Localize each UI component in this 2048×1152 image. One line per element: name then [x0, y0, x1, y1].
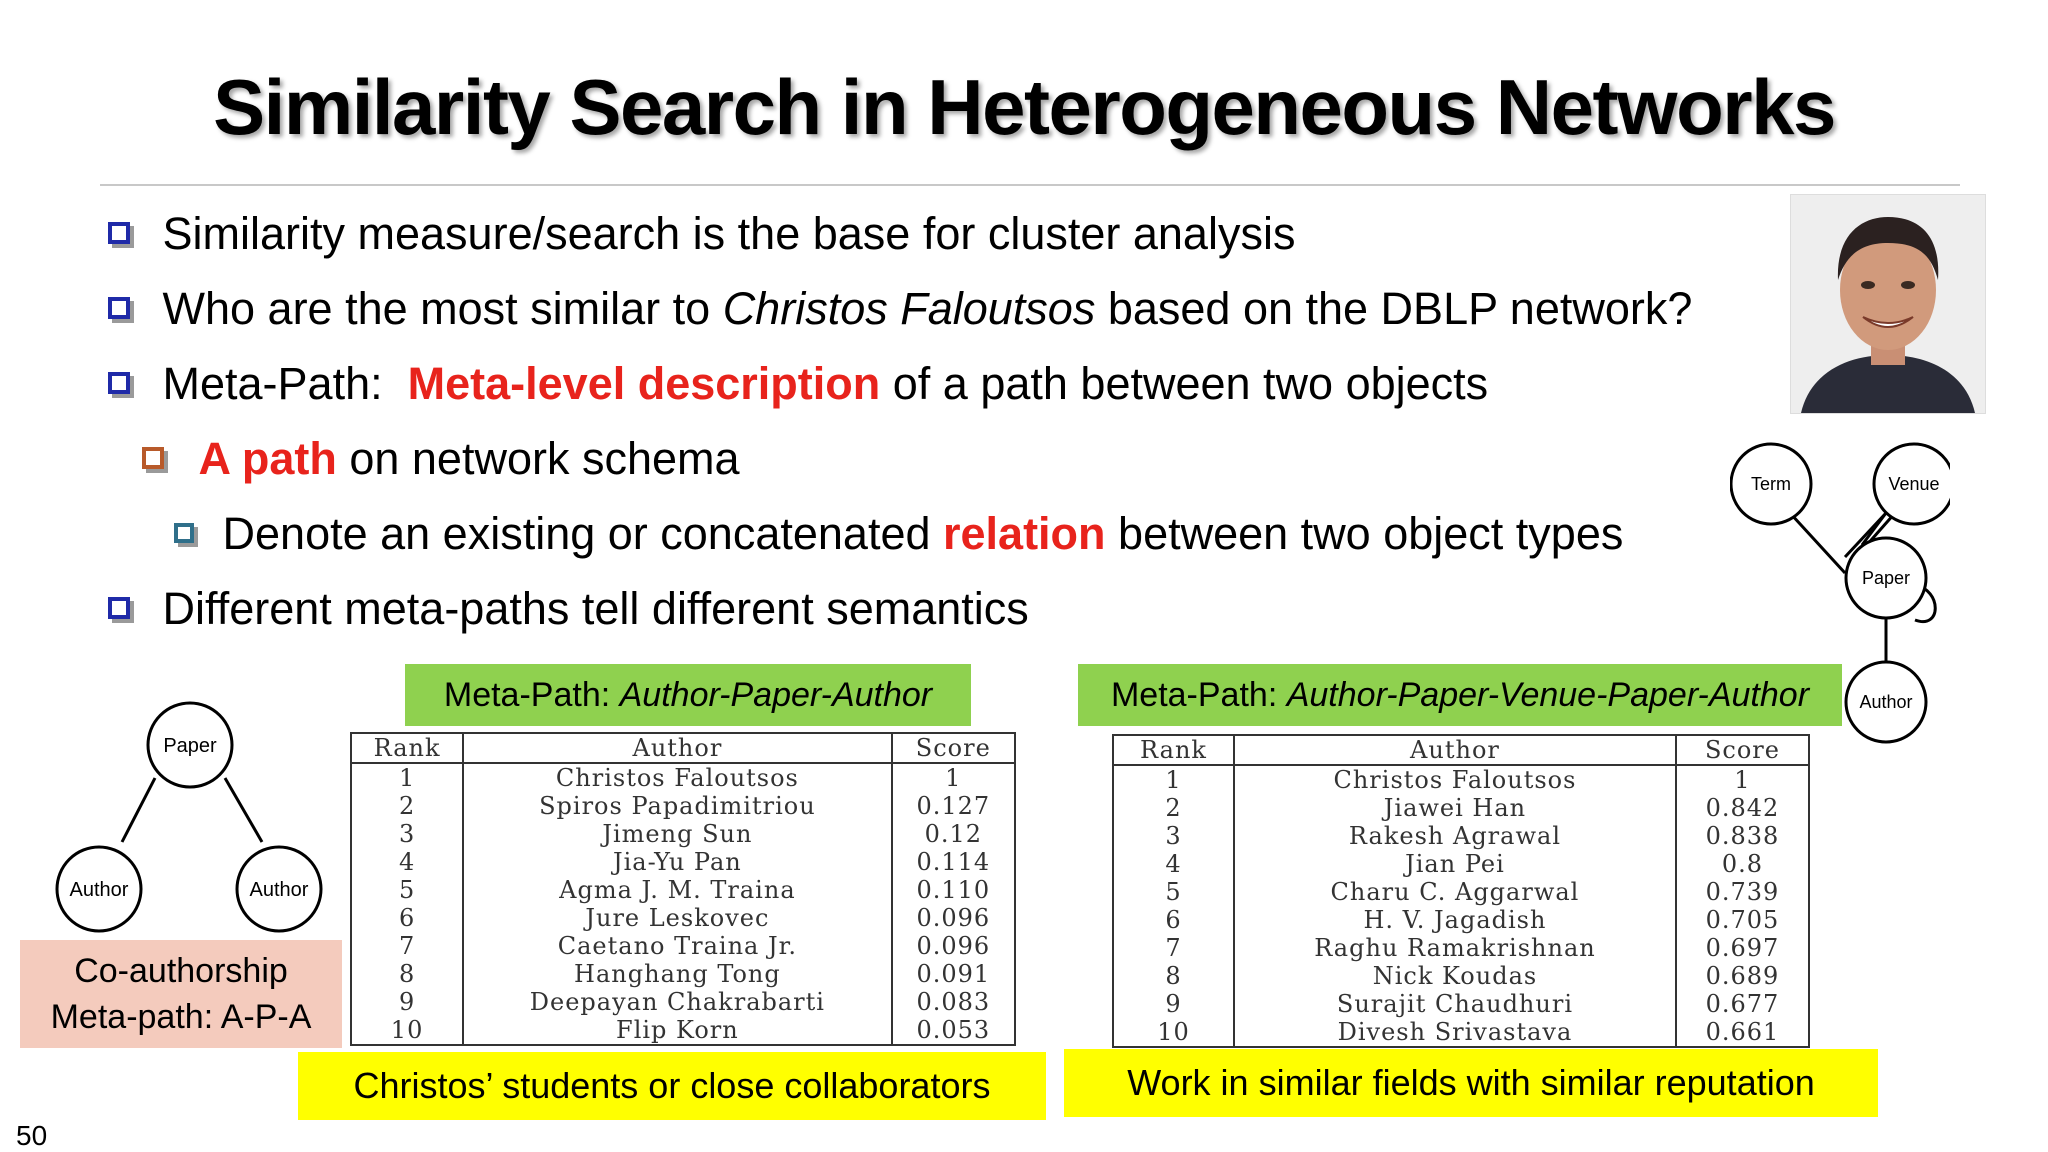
table-row: [351, 1016, 1015, 1045]
bullet-3-highlight: Meta-level description: [407, 358, 881, 409]
node-paper-label: Paper: [163, 735, 217, 757]
node-paper-label: Paper: [1861, 568, 1911, 588]
table-cell: 7: [1113, 934, 1234, 962]
node-term-label: Term: [1751, 474, 1791, 494]
table-cell: 0.091: [892, 960, 1015, 988]
table-cell: 0.12: [892, 820, 1015, 848]
table-cell: Deepayan Chakrabarti: [463, 988, 891, 1016]
table-header-cell: Rank: [351, 733, 463, 763]
bullet-3-text-pre: Meta-Path:: [162, 358, 408, 409]
table-cell: Surajit Chaudhuri: [1234, 990, 1676, 1018]
table-row: [1113, 906, 1809, 934]
meta-path-label-path: Author-Paper-Author: [619, 675, 933, 714]
table-cell: 0.661: [1676, 1018, 1809, 1047]
table-cell: 0.096: [892, 932, 1015, 960]
table-cell: 1: [351, 763, 463, 792]
bullet-1-text: Similarity measure/search is the base for cluster analysis: [162, 208, 1296, 259]
table-cell: Flip Korn: [463, 1016, 891, 1045]
edge-term-paper: [1790, 513, 1845, 573]
table-cell: Divesh Srivastava: [1234, 1018, 1676, 1047]
table-cell: 0.053: [892, 1016, 1015, 1045]
bullet-3: [108, 358, 1488, 410]
table-cell: Jiawei Han: [1234, 794, 1676, 822]
table-cell: 2: [351, 792, 463, 820]
caption-apa: Christos’ students or close collaborators: [298, 1052, 1046, 1120]
table-cell: 6: [1113, 906, 1234, 934]
table-cell: 2: [1113, 794, 1234, 822]
bullet-square-icon: [108, 597, 130, 619]
bullet-5: [174, 508, 1623, 560]
table-row: [351, 848, 1015, 876]
table-cell: 0.739: [1676, 878, 1809, 906]
portrait-photo: [1790, 194, 1986, 414]
title-divider: [100, 184, 1960, 186]
bullet-square-icon: [108, 372, 130, 394]
ranking-table-apa: [350, 732, 1016, 1046]
table-row: [1113, 1018, 1809, 1047]
table-cell: 4: [351, 848, 463, 876]
table-row: [1113, 850, 1809, 878]
table-cell: 6: [351, 904, 463, 932]
table-cell: 4: [1113, 850, 1234, 878]
table-cell: 0.842: [1676, 794, 1809, 822]
bullet-4-text-post: on network schema: [336, 433, 740, 484]
bullet-4: [142, 433, 740, 485]
table-cell: 0.096: [892, 904, 1015, 932]
table-cell: 1: [892, 763, 1015, 792]
ranking-table-apvpa: [1112, 734, 1810, 1048]
bullet-3-text-post: of a path between two objects: [880, 358, 1489, 409]
meta-path-label-apa: [405, 664, 971, 726]
table-cell: 0.677: [1676, 990, 1809, 1018]
table-row: [351, 988, 1015, 1016]
coauthorship-label: [20, 940, 342, 1048]
bullet-4-highlight: A path: [198, 433, 337, 484]
node-author-label: Author: [1859, 692, 1913, 712]
meta-path-label-apvpa: [1078, 664, 1842, 726]
bullet-square-icon: [108, 297, 130, 319]
meta-path-label-prefix: Meta-Path:: [443, 675, 620, 714]
node-author-1-label: Author: [69, 879, 129, 901]
table-cell: 0.110: [892, 876, 1015, 904]
table-cell: 3: [1113, 822, 1234, 850]
node-venue-label: Venue: [1888, 474, 1940, 494]
bullet-5-highlight: relation: [943, 508, 1106, 559]
table-cell: Hanghang Tong: [463, 960, 891, 988]
table-cell: H. V. Jagadish: [1234, 906, 1676, 934]
table-header-cell: Author: [1234, 735, 1676, 765]
table-cell: Christos Faloutsos: [463, 763, 891, 792]
bullet-square-icon: [142, 447, 164, 469]
bullet-2-text-post: based on the DBLP network?: [1095, 283, 1693, 334]
table-cell: 0.705: [1676, 906, 1809, 934]
bullet-square-icon: [174, 523, 194, 543]
edge-paper-author2: [225, 778, 262, 842]
table-cell: Spiros Papadimitriou: [463, 792, 891, 820]
table-cell: Jian Pei: [1234, 850, 1676, 878]
table-cell: 5: [351, 876, 463, 904]
table-row: [1113, 990, 1809, 1018]
table-cell: Christos Faloutsos: [1234, 765, 1676, 794]
coauthorship-line-1: Co-authorship: [74, 952, 288, 990]
caption-apvpa: Work in similar fields with similar reputation: [1064, 1049, 1878, 1117]
bullet-2-text-pre: Who are the most similar to: [162, 283, 723, 334]
table-row: [351, 904, 1015, 932]
bullet-1: [108, 208, 1295, 260]
portrait-illustration: [1791, 195, 1985, 413]
table-cell: 9: [1113, 990, 1234, 1018]
table-cell: Charu C. Aggarwal: [1234, 878, 1676, 906]
table-header-cell: Author: [463, 733, 891, 763]
table-header-cell: Score: [1676, 735, 1809, 765]
table-cell: Agma J. M. Traina: [463, 876, 891, 904]
table-cell: 10: [1113, 1018, 1234, 1047]
table-cell: Rakesh Agrawal: [1234, 822, 1676, 850]
table-header-cell: Score: [892, 733, 1015, 763]
table-row: [351, 763, 1015, 792]
table-row: [1113, 962, 1809, 990]
bullet-5-text-post: between two object types: [1105, 508, 1624, 559]
table-cell: Jure Leskovec: [463, 904, 891, 932]
meta-path-label-prefix: Meta-Path:: [1110, 675, 1287, 714]
table-cell: 0.838: [1676, 822, 1809, 850]
table-header-row: [351, 733, 1015, 763]
coauthorship-line-2: Meta-path: A-P-A: [50, 998, 312, 1036]
table-cell: 0.114: [892, 848, 1015, 876]
table-cell: 8: [351, 960, 463, 988]
bullet-square-icon: [108, 222, 130, 244]
bullet-5-text-pre: Denote an existing or concatenated: [222, 508, 943, 559]
table-cell: 3: [351, 820, 463, 848]
table-row: [1113, 934, 1809, 962]
bullet-2-name: Christos Faloutsos: [722, 283, 1096, 334]
table-row: [351, 876, 1015, 904]
table-cell: 1: [1676, 765, 1809, 794]
bullet-6-text: Different meta-paths tell different semantics: [162, 583, 1029, 634]
table-cell: 1: [1113, 765, 1234, 794]
table-cell: Caetano Traina Jr.: [463, 932, 891, 960]
table-cell: 0.083: [892, 988, 1015, 1016]
table-cell: 8: [1113, 962, 1234, 990]
table-row: [351, 932, 1015, 960]
table-cell: 7: [351, 932, 463, 960]
table-row: [1113, 765, 1809, 794]
page-number: 50: [16, 1120, 48, 1151]
table-cell: 0.127: [892, 792, 1015, 820]
table-row: [1113, 878, 1809, 906]
edge-paper-author1: [122, 778, 155, 842]
table-row: [1113, 794, 1809, 822]
table-cell: Raghu Ramakrishnan: [1234, 934, 1676, 962]
table-cell: 10: [351, 1016, 463, 1045]
slide-title: Similarity Search in Heterogeneous Networks: [213, 63, 1835, 151]
table-row: [351, 820, 1015, 848]
table-header-row: [1113, 735, 1809, 765]
bullet-2: [108, 283, 1692, 335]
table-cell: 0.689: [1676, 962, 1809, 990]
table-cell: Jia-Yu Pan: [463, 848, 891, 876]
table-header-cell: Rank: [1113, 735, 1234, 765]
table-cell: 5: [1113, 878, 1234, 906]
apa-graph-diagram: [50, 700, 330, 940]
table-cell: Nick Koudas: [1234, 962, 1676, 990]
table-row: [1113, 822, 1809, 850]
table-cell: Jimeng Sun: [463, 820, 891, 848]
node-author-2-label: Author: [249, 879, 309, 901]
table-cell: 9: [351, 988, 463, 1016]
table-cell: 0.8: [1676, 850, 1809, 878]
bullet-6: [108, 583, 1029, 635]
table-row: [351, 960, 1015, 988]
table-cell: 0.697: [1676, 934, 1809, 962]
meta-path-label-path: Author-Paper-Venue-Paper-Author: [1286, 675, 1810, 714]
table-row: [351, 792, 1015, 820]
